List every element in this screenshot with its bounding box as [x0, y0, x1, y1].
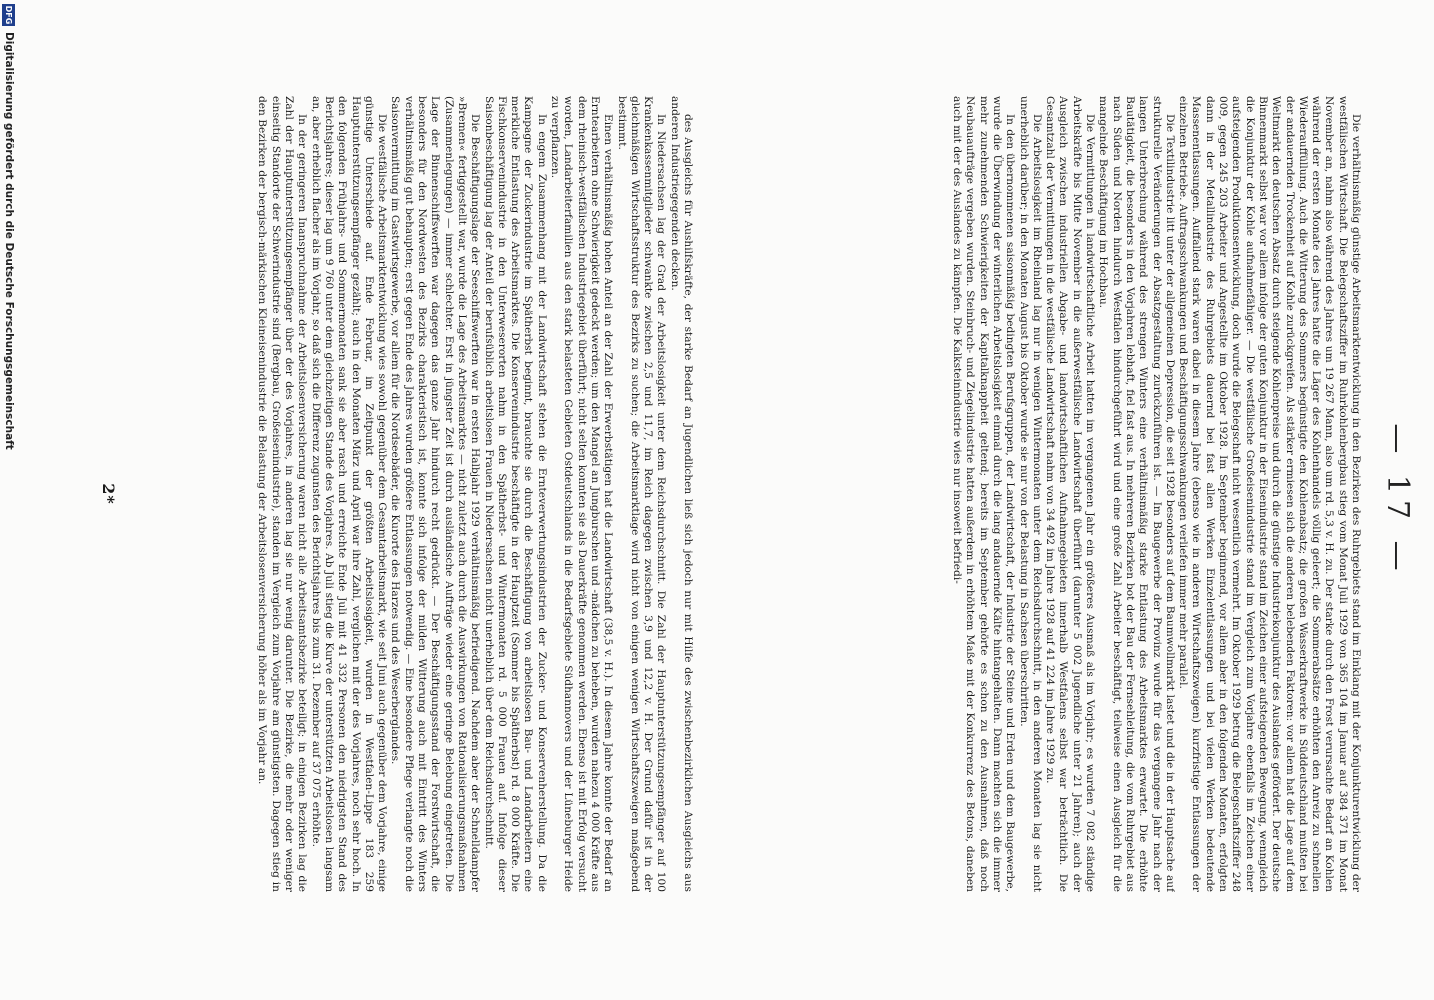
paragraph: Die Vermittlungen in landwirtschaftliche Arbeit hatten im vergangenen Jahr ein größeres Ausmaß als im Vorjahr; es wurden 7 082 ständige Arbeitskräfte bis Mitte November in die außerwestfälische Landwirtschaft überführt (darunter 5 002 Jugendliche unter 21 Jahren); auch der Ausgleich zwischen industriellen Abgabe- und landwirtschaftlichen Aufnahmegebieten innerhalb Westfalens selbst war beträchtlich. Die Gesamtzahl der Vermittlungen in die westfälische Landwirtschaft nahm von 34 492 im Jahre 1928 auf 41 224 im Jahre 1929 zu. — [1044, 96, 1097, 892]
paragraph: Die verhältnismäßig günstige Arbeitsmarktentwicklung in den Bezirken des Ruhrgebiets stand im Einklang mit der Konjunkturentwicklung der westfälischen Wirtschaft. Die Belegschaftsziffer im Ruhrkohlenbergbau stieg vom Monat Juli 1929 von 365 104 im Januar auf 384 371 im Monat November an, nahm also während des Jahres um 19 267 Mann, also um rd. 5,3 v. H. zu. Der starke durch den Frost verursachte Bedarf an Kohlen während der ersten Monate des Jahres hatte die Läger des Kohlenhandels völlig geleert; die Sommerabsätze erhöhten den Anreiz zu schnellen Wiederauffüllung. Auch die Witterung des Sommers begünstigte den Kohlenabsatz; die großen Wasserkraftwerke in Süddeutschland mußten bei der andauernden Trockenheit auf Kohle zurückgreifen. Als stärker ermiesen sich die anderen belebenden Faktoren: vor allem hat die Lage auf dem Weltmarkt den deutschen Absatz durch steigende Kohlenpreise und durch die günstige Industriekonjunktur des Auslandes gefördert. Der deutsche Binnenmarkt selbst war vor allem infolge der guten Konjunktur in der Eisenindustrie stand im Zeichen einer aufsteigenden Bewegung, wenngleich die Konjunktur der Kohle aufnahmefähiger. — Die westfälische Großeisenindustrie stand im Vergleich zum Vorjahre ebenfalls im Zeichen einer aufsteigenden Produktionsentwicklung, doch wurde die Belegschaft nicht wesentlich vermehrt. Im Oktober 1929 betrug die Belegschaftsziffer 248 009, gegen 245 203 Arbeiter und Angestellte im Oktober 1928. Im September beginnend, vor allem aber in den folgenden Monaten, erfolgten dann in der Metallindustrie des Ruhrgebiets dauernd bei fast allen Werken Einzelentlassungen und bei vielen Werken bedeutende Massenentlassungen. Auffallend stark waren dabei in diesem Jahre (ebenso wie in anderen Wirtschaftszweigen) kurzfristige Entlassungen der einzelnen Betriebe. Auftragsschwankungen und Beschäftigungsschwankungen verliefen immer mehr parallel. — [1177, 96, 1362, 892]
paragraph: In der geringeren Inanspruchnahme der Arbeitslosenversicherung waren nicht alle Arbeitsamtsbezirke beteiligt; in einigen Bezirken lag die Zahl der Hauptunterstützungsempfänger über der des Vorjahres, in anderen lag sie nur wenig darunter. Die Bezirke, die mehr oder weniger einseitig Standorte der Schwerindustrie sind (Bergbau, Großeisenindustrie), standen im Vergleich zum Vorjahre am günstigsten. Dagegen stieg in den Bezirken der bergisch-märkischen Kleineisenindustrie die Belastung der Arbeitslosenversicherung höher als im Vorjahr an. — [256, 96, 309, 892]
text-column-upper — [750, 96, 1362, 892]
page-header — [1368, 0, 1428, 1000]
page-number: — 17 — — [1380, 423, 1416, 577]
paragraph: Die Beschäftigungslage der Seeschiffswerften war in ersten Halbjahr 1929 verhältnismäßig befriedigend. Nachdem aber der Schnelldampfer »Bremen« fertiggestellt war, wurde die Lage des Arbeitsmarktes — nicht zuletzt auch durch die Auswirkungen von Rationalisierungsmaßnahmen (Zusammenlegungen) — immer schlechter. Erst in jüngster Zeit ist durch ausländische Aufträge wieder eine geringe Belebung eingetreten. Die Lage der Binnenschiffswerften war dagegen das ganze Jahr hindurch recht gedrückt. — Der Beschäftigungsstand der Forstwirtschaft, die besonders für den Nordwesten des Bezirks charakteristisch ist, konnte sich infolge der milden Witterung auch mit Eintritt des Winters verhältnismäßig gut behaupten; erst gegen Ende des Jahres wurden größere Entlassungen notwendig. — Eine besondere Pflege verlangte noch die Saisonvermittlung im Gastwirtsgewerbe, vor allem für die Nordseebäder, die Kurorte des Harzes und des Weserberglandes. — [389, 96, 482, 892]
dfg-logo-icon: DFG — [4, 5, 14, 25]
paragraph: Einen verhältnismäßig hohen Anteil an der Zahl der Erwerbstätigen hat die Landwirtschaft (38,5 v. H.). In diesem Jahre konnte der Bedarf an Erntearbeitern ohne Schwierigkeit gedeckt werden; um den Mangel an Jungburschen und -mädchen zu beheben, wurden nahezu 4 000 Kräfte aus dem rheinisch-westfälischen Industriegebiet überführt; nicht selten konnten sie als Dauerkräfte genommen werden. Ebenso ist mit Erfolg versucht worden, Landarbeiterfamilien aus den stark belasteten Gebieten Ostdeutschlands in die Bedarfsgebiete Südhannovers und der Lüneburger Heide zu verpflanzen. — [549, 96, 615, 892]
digitization-footer — [0, 0, 18, 1000]
paragraph: Die Textilindustrie litt unter der allgemeinen Depression, die seit 1928 besonders auf dem Baumwollmarkt lastet und die in der Hauptsache auf strukturelle Veränderungen der Absatzgestaltung zurückzuführen ist. — Im Baugewerbe der Provinz wurde für das vergangene Jahr nach der langen Unterbrechung während des strengen Winters eine verhältnismäßig starke Entlastung des Arbeitsmarktes erwartet. Die erhöhte Bautätigkeit, die besonders in den Vorjahren lebhaft, fiel fast aus. In mehreren Bezirken bot der Bau der Fernsehleitung, die vom Ruhrgebiet aus nach Süden und Norden hindurch Westfalen hindurchgeführt wird und eine große Zahl Arbeiter beschäftigt, teilweise einen Ausgleich für die mangelnde Beschäftigung im Hochbau. — [1097, 96, 1176, 892]
text-column-lower — [64, 96, 694, 892]
signature-mark: 2* — [99, 483, 118, 505]
paragraph: In Niedersachsen lag der Grad der Arbeitslosigkeit unter dem Reichsdurchschnitt. Die Zahl der Hauptunterstützungsempfänger auf 100 Krankenkassenmitglieder schwankte zwischen 2,5 und 11,7, im Reich dagegen zwischen 3,9 und 12,2 v. H. Der Grund dafür ist in der gleichmäßigen Wirtschaftsstruktur des Bezirks zu suchen; die Arbeitsmarktlage wird nicht von einigen wenigen Wirtschaftszweigen maßgebend bestimmt. — [615, 96, 668, 892]
paragraph: Die Arbeitslosigkeit im Rheinland lag nur in wenigen Wintermonaten unter dem Reichsdurchschnitt, in den anderen Monaten lag sie nicht unerheblich darüber; in den Monaten August bis Oktober wurde sie nur von der Belastung in Sachsen überschritten. — [1017, 96, 1043, 892]
paragraph: In den übernommenen saisonmäßig bedingten Berufsgruppen, der Landwirtschaft, der Industrie der Steine und Erden und dem Baugewerbe, wurde die Überwindung der winterlichen Arbeitslosigkeit einmal durch die lang andauernde Kälte hintangehalten. Dann machten sich die immer mehr zunehmenden Schwierigkeiten der Kapitalknappheit geltend; bereits im September gehörte es schon zu den Ausnahmen, daß noch Neubauaufträge vergeben wurden. Steinbruch- und Ziegelindustrie hatten außerdem in erhöhtem Maße mit der Konkurrenz des Betons, daneben auch mit der des Auslandes zu kämpfen. Die Kalksteinindustrie wies nur insoweit befriedi- — [951, 96, 1017, 892]
paragraph: Die westfälische Arbeitsmarktentwicklung wies sowohl gegenüber dem Gesamtarbeitsmarkt, wie seit Juni auch gegenüber dem Vorjahre, einige günstige Unterschiede auf. Ende Februar, im Zeitpunkt der größten Arbeitslosigkeit, wurden in Westfalen-Lippe 183 259 Hauptunterstützungsempfänger gezählt; auch in den Monaten März und April war ihre Zahl, verglichen mit der des Vorjahres, noch sehr hoch. In den folgenden Frühjahrs- und Sommermonaten sank sie aber rasch und erreichte Ende Juli mit 41 332 Personen den niedrigsten Stand des Berichtsjahres; dieser lag um 9 760 unter dem gleichzeitigen Stande des Vorjahres. Ab Juli stieg die Kurve der unterstützten Arbeitslosen langsam an, aber erheblich flacher als im Vorjahr, so daß sich die Differenz zugunsten des Berichtsjahres bis zum 31. Dezember auf 37 075 erhöhte. — [309, 96, 389, 892]
footer-text: Digitalisierung gefördert durch die Deutsche Forschungsgemeinschaft — [3, 32, 15, 450]
paragraph: In engem Zusammenhang mit der Landwirtschaft stehen die Ernteverwertungsindustrien der Zucker- und Konservenherstellung. Da die Kampagne der Zuckerindustrie im Spätherbst beginnt, brauchte sie durch die Beschäftigung von arbeitslosen Bau- und Landarbeitern eine merkliche Entlastung des Arbeitsmarktes. Die Konservenindustrie beschäftigte in der Hauptzeit (Sommer bis Spätherbst) rd. 8 000 Kräfte. Die Fischkonservenindustrie in den Unterweserorten nahm in den Spätherbst- und Wintermonaten rd. 5 000 Frauen auf. Infolge dieser Saisonbeschäftigung lag der Anteil der berufsüblich arbeitslosen Frauen in Niedersachsen nicht unerheblich über dem Reichsdurchschnitt. — [482, 96, 548, 892]
paragraph: des Ausgleichs für Aushilfskräfte, der starke Bedarf an Jugendlichen ließ sich jedoch nur mit Hilfe des zwischenbezirklichen Ausgleichs aus anderen Industriegegenden decken. — [668, 96, 694, 892]
